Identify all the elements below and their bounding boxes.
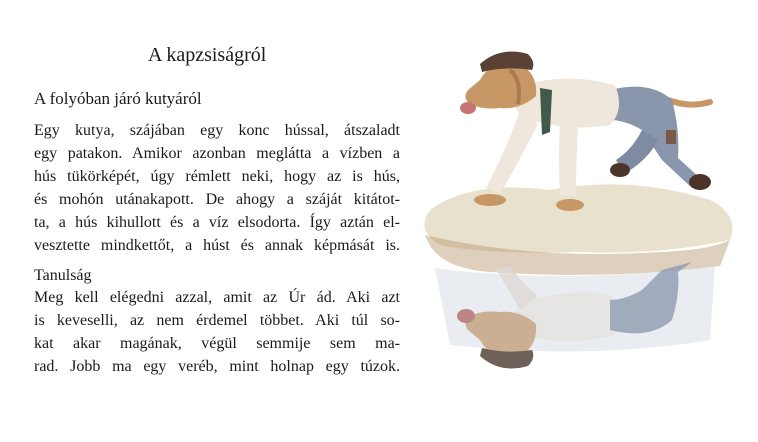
ground xyxy=(424,184,732,252)
moral-line: is keveselli, az nem érdemel többet. Aki túl so- xyxy=(34,312,400,329)
moral-line: Meg kell elégedni azzal, amit az Úr ád. Aki azt xyxy=(34,289,400,306)
story-line: és mohón utánakapott. De ahogy a száját kitátot- xyxy=(34,191,400,208)
story-line: vesztette mindkettőt, a húst és annak képmását is. xyxy=(34,237,400,254)
moral-heading: Tanulság xyxy=(34,267,92,284)
story-line: hús tükörképét, úgy rémlett neki, hogy az is hús, xyxy=(34,168,400,185)
story-text xyxy=(34,119,400,257)
fable-subtitle: A folyóban járó kutyáról xyxy=(34,89,202,108)
story-line: egy patakon. Amikor azonban meglátta a vízben a xyxy=(34,145,400,162)
story-line: Egy kutya, szájában egy konc hússal, átszaladt xyxy=(34,122,400,139)
moral-line: kat akar magának, végül semmije sem ma- xyxy=(34,335,400,352)
story-line: ta, a hús kihullott és a víz elsodorta. Így aztán el- xyxy=(34,214,400,231)
page-title: A kapzsiságról xyxy=(148,44,267,66)
moral-line: rad. Jobb ma egy veréb, mint holnap egy túzok. xyxy=(34,358,400,375)
moral-text xyxy=(34,286,400,378)
dog-reflection-illustration xyxy=(410,40,750,370)
